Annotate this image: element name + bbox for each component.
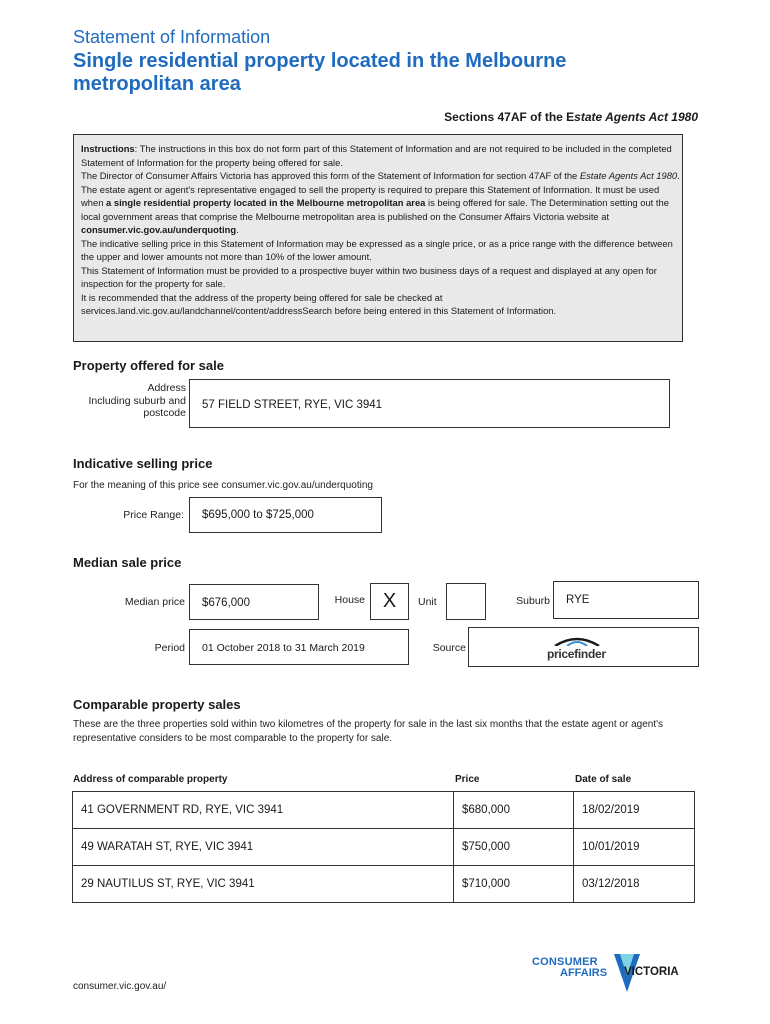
pricefinder-text: pricefinder xyxy=(547,647,606,661)
underquoting-link[interactable]: consumer.vic.gov.au/underquoting xyxy=(81,224,237,235)
median-price-field[interactable]: $676,000 xyxy=(189,584,319,620)
comparable-address[interactable]: 29 NAUTILUS ST, RYE, VIC 3941 xyxy=(73,866,454,903)
median-price-label: Median price xyxy=(124,596,185,608)
table-row xyxy=(73,792,695,829)
house-checkbox[interactable]: X xyxy=(370,583,409,620)
indicative-heading: Indicative selling price xyxy=(73,456,213,471)
price-range-field[interactable]: $695,000 to $725,000 xyxy=(189,497,382,533)
comparable-price[interactable]: $680,000 xyxy=(454,792,574,829)
house-label: House xyxy=(334,594,365,606)
period-field[interactable]: 01 October 2018 to 31 March 2019 xyxy=(189,629,409,665)
instructions-box: Instructions: The instructions in this box do not form part of this Statement of Information and are not required to be included in the completed Statement of Information for the property being offered for sale. The Director of Consumer Affairs Victoria has approved this form of the Statement of Information for section 47AF of the Estate Agents Act 1980. The estate agent or agent's representative engaged to sell the property is required to prepare this Statement of Information. It must be used when a single residential property located in the Melbourne metropolitan area is being offered for sale. The Determination setting out the local government areas that comprise the Melbourne metropolitan area is published on the Consumer Affairs Victoria website at consumer.vic.gov.au/underquoting. The indicative selling price in this Statement of Information may be expressed as a single price, or as a price range with the difference between the upper and lower amounts not more than 10% of the lower amount. This Statement of Information must be provided to a prospective buyer within two business days of a request and displayed at any open for inspection for the property for sale. It is recommended that the address of the property being offered for sale be checked at services.land.vic.gov.au/landchannel/content/addressSearch before being entered in this Statement of Information. xyxy=(73,134,683,342)
address-field[interactable]: 57 FIELD STREET, RYE, VIC 3941 xyxy=(189,379,670,428)
comparable-date[interactable]: 03/12/2018 xyxy=(574,866,695,903)
period-label: Period xyxy=(154,642,185,654)
property-heading: Property offered for sale xyxy=(73,358,224,373)
sections-reference: Sections 47AF of the Estate Agents Act 1980 xyxy=(444,110,698,124)
comparable-date[interactable]: 18/02/2019 xyxy=(574,792,695,829)
indicative-note: For the meaning of this price see consumer.vic.gov.au/underquoting xyxy=(73,480,373,491)
unit-checkbox[interactable] xyxy=(446,583,486,620)
col-address-header: Address of comparable property xyxy=(73,774,228,785)
unit-label: Unit xyxy=(418,596,437,608)
pricefinder-logo xyxy=(547,634,607,662)
median-heading: Median sale price xyxy=(73,555,182,570)
suburb-label: Suburb xyxy=(516,595,550,607)
comparable-address[interactable]: 41 GOVERNMENT RD, RYE, VIC 3941 xyxy=(73,792,454,829)
price-range-label: Price Range: xyxy=(123,509,184,521)
address-label: Address Including suburb and postcode xyxy=(88,382,186,419)
comparable-date[interactable]: 10/01/2019 xyxy=(574,829,695,866)
comparable-note: These are the three properties sold within two kilometres of the property for sale in the last six months that the estate agent or agent's representative considers to be most comparable to the property for sale. xyxy=(73,719,663,744)
table-row xyxy=(73,829,695,866)
col-date-header: Date of sale xyxy=(575,774,632,785)
footer-url[interactable]: consumer.vic.gov.au/ xyxy=(73,981,167,992)
comparable-table xyxy=(72,791,695,903)
table-row xyxy=(73,866,695,903)
comparable-heading: Comparable property sales xyxy=(73,697,241,712)
col-price-header: Price xyxy=(455,774,480,785)
comparable-address[interactable]: 49 WARATAH ST, RYE, VIC 3941 xyxy=(73,829,454,866)
source-label: Source xyxy=(432,642,466,654)
comparable-price[interactable]: $750,000 xyxy=(454,829,574,866)
consumer-affairs-victoria-logo: CONSUMER AFFAIRS VICTORIA xyxy=(532,952,692,994)
pricefinder-arc-icon xyxy=(547,634,607,646)
instructions-lead: Instructions xyxy=(81,143,135,154)
suburb-field[interactable]: RYE xyxy=(553,581,699,619)
form-title: Statement of Information xyxy=(73,27,271,47)
comparable-price[interactable]: $710,000 xyxy=(454,866,574,903)
source-field[interactable] xyxy=(468,627,699,667)
page-title: Single residential property located in the Melbourne metropolitan area xyxy=(73,50,567,95)
